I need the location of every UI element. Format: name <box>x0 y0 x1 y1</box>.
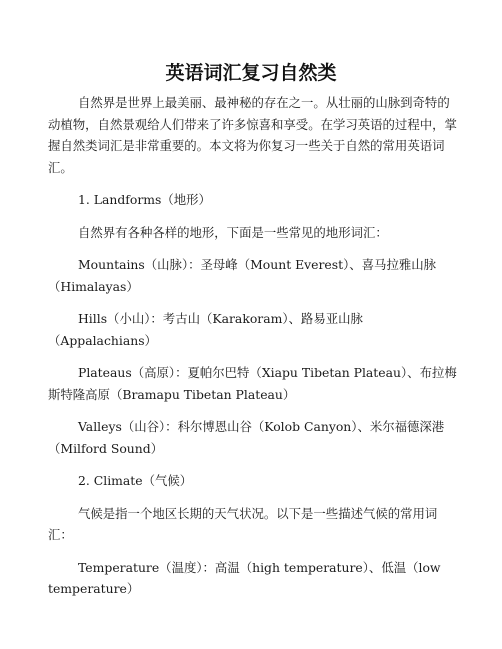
section-heading-climate: 2. Climate（气候） <box>78 473 193 488</box>
vocab-mountains: Mountains（山脉）：圣母峰（Mount Everest）、喜马拉雅山脉（Himalayas） <box>48 257 437 294</box>
section-heading-landforms: 1. Landforms（地形） <box>78 192 211 207</box>
landforms-intro: 自然界有各种各样的地形，下面是一些常见的地形词汇： <box>78 224 388 240</box>
vocab-plateaus: Plateaus（高原）：夏帕尔巴特（Xiapu Tibetan Plateau）、布拉梅斯特隆高原（Bramapu Tibetan Plateau） <box>48 365 457 402</box>
document-title: 英语词汇复习自然类 <box>165 62 337 84</box>
vocab-hills: Hills（小山）：考古山（Karakoram）、路易亚山脉（Appalachians） <box>48 311 363 348</box>
document-body <box>48 92 458 611</box>
vocab-temperature: Temperature（温度）：高温（high temperature）、低温（low temperature） <box>48 559 441 596</box>
vocab-valleys: Valleys（山谷）：科尔博恩山谷（Kolob Canyon）、米尔福德深港（Milford Sound） <box>48 419 445 456</box>
climate-intro: 气候是指一个地区长期的天气状况。以下是一些描述气候的常用词汇： <box>48 505 438 542</box>
intro-paragraph: 自然界是世界上最美丽、最神秘的存在之一。从壮丽的山脉到奇特的动植物，自然景观给人们带来了许多惊喜和享受。在学习英语的过程中，掌握自然类词汇是非常重要的。本文将为你复习一些关于自然的常用英语词汇。 <box>48 95 457 175</box>
